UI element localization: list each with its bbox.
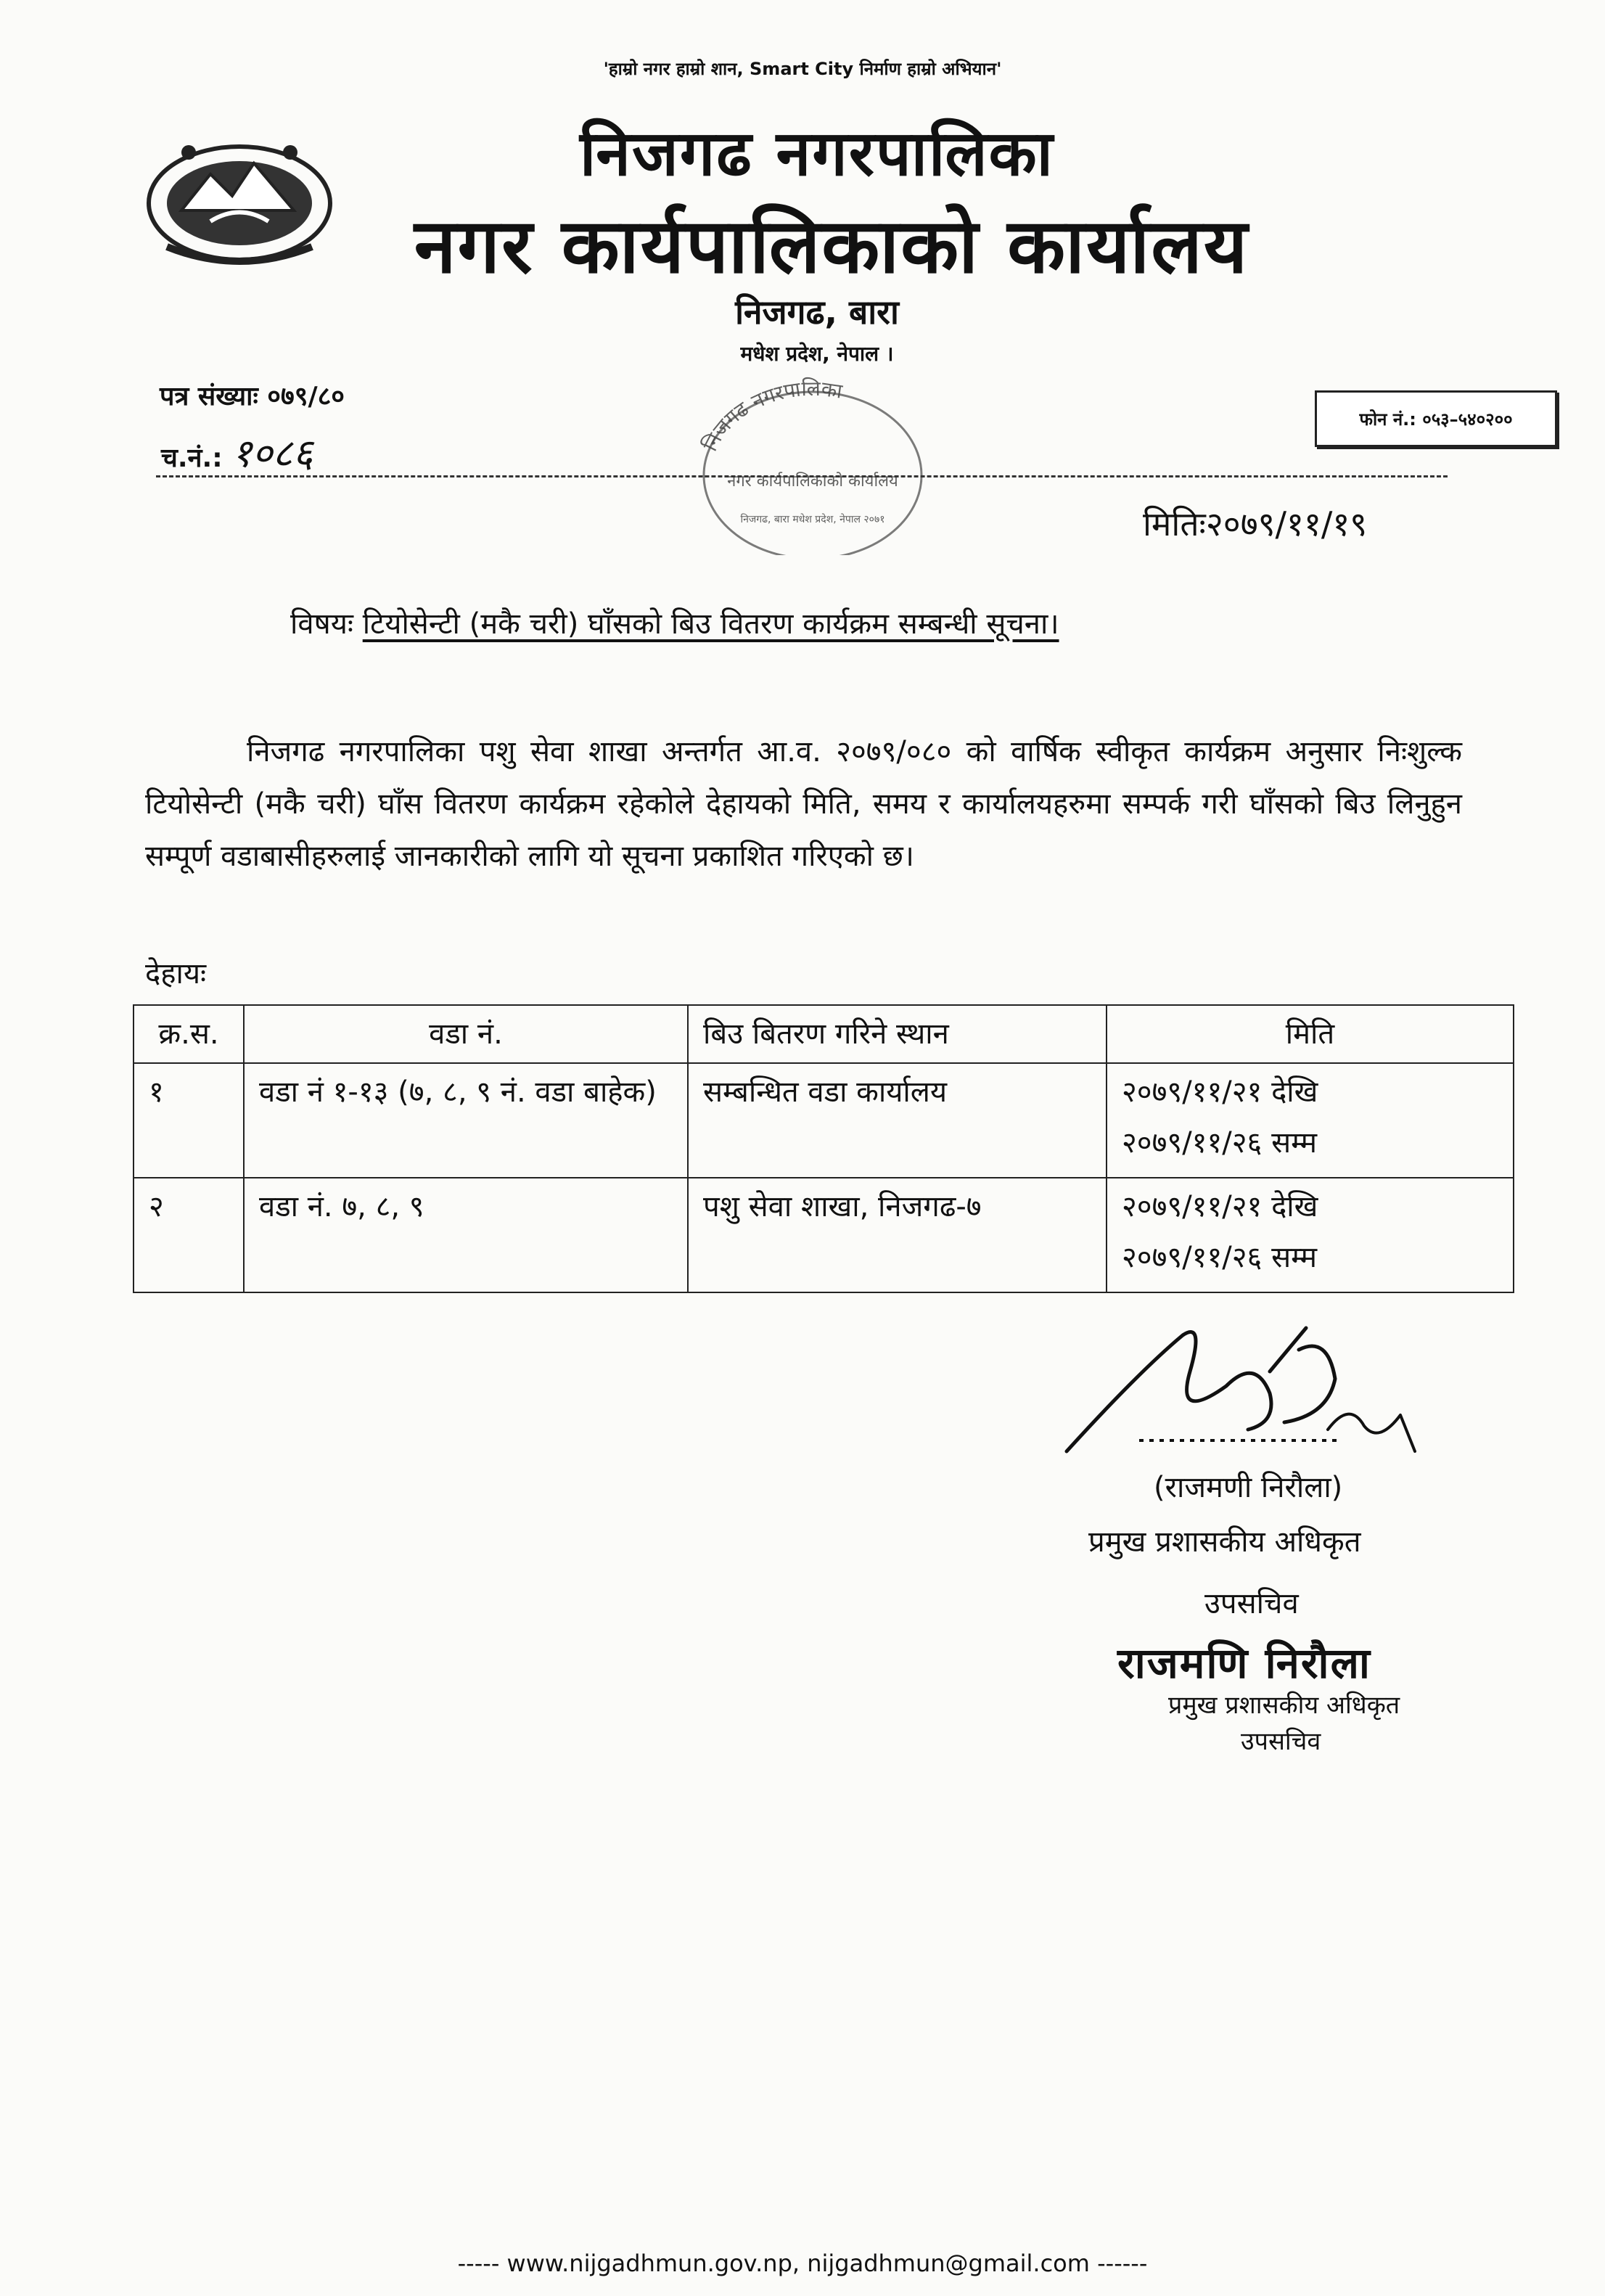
name-stamp-title: प्रमुख प्रशासकीय अधिकृत — [1168, 1691, 1400, 1720]
dispatch-number-label: च.नं.: — [161, 443, 223, 473]
header-ward: वडा नं. — [244, 1005, 688, 1063]
seal-mid-text: नगर कार्यपालिकाको कार्यालय — [727, 472, 898, 491]
subject-label: विषयः — [290, 607, 353, 641]
date-label: मितिः — [1143, 504, 1206, 544]
cell-ward: वडा नं. ७, ८, ९ — [244, 1178, 688, 1292]
signatory-title: प्रमुख प्रशासकीय अधिकृत — [1088, 1525, 1361, 1559]
header-divider — [156, 475, 1448, 477]
table-row — [134, 1063, 1514, 1178]
subject-line — [290, 602, 1059, 642]
subject-text: टियोसेन्टी (मकै चरी) घाँसको बिउ वितरण कार्यक्रम सम्बन्धी सूचना। — [362, 607, 1059, 641]
signatory-rank: उपसचिव — [1204, 1587, 1299, 1620]
office-seal-stamp — [682, 366, 943, 555]
slogan: 'हाम्रो नगर हाम्रो शान, Smart City निर्माण हाम्रो अभियान' — [603, 59, 1002, 79]
svg-text:निजगढ नगरपालिका — [698, 377, 845, 455]
letter-date — [1143, 501, 1367, 546]
cell-sn: १ — [134, 1063, 244, 1178]
seal-bottom-text: निजगढ, बारा मधेश प्रदेश, नेपाल २०७१ — [740, 514, 885, 525]
distribution-table — [133, 1004, 1514, 1293]
cell-date — [1107, 1178, 1514, 1292]
letter-number-value: ०७९/८० — [267, 382, 345, 411]
name-stamp-rank: उपसचिव — [1241, 1727, 1321, 1756]
header-date: मिति — [1107, 1005, 1514, 1063]
date-from: २०७९/११/२१ देखि — [1122, 1075, 1318, 1109]
cell-location: पशु सेवा शाखा, निजगढ-७ — [688, 1178, 1107, 1292]
cell-location: सम्बन्धित वडा कार्यालय — [688, 1063, 1107, 1178]
cell-date — [1107, 1063, 1514, 1178]
date-to: २०७९/११/२६ सम्म — [1122, 1126, 1317, 1160]
dispatch-number-value: १०८६ — [231, 430, 313, 476]
cell-sn: २ — [134, 1178, 244, 1292]
office-city: निजगढ, बारा — [735, 292, 899, 332]
seal-top-text: निजगढ नगरपालिका — [697, 376, 844, 456]
municipality-name: निजगढ नगरपालिका — [580, 118, 1054, 190]
dispatch-number — [161, 425, 313, 478]
signatory-name: (राजमणी निरौला) — [1154, 1471, 1343, 1504]
letter-number — [160, 377, 345, 413]
table-row — [134, 1178, 1514, 1292]
header-sn: क्र.स. — [134, 1005, 244, 1063]
header-location: बिउ बितरण गरिने स्थान — [688, 1005, 1107, 1063]
name-stamp: राजमणि निरौला — [1117, 1639, 1371, 1688]
notice-body: निजगढ नगरपालिका पशु सेवा शाखा अन्तर्गत आ.व. २०७९/०८० को वार्षिक स्वीकृत कार्यक्रम अनुसार निःशुल्क टियोसेन्टी (मकै चरी) घाँस वितरण कार्यक्रम रहेकोले देहायको मिति, समय र कार्यालयहरुमा सम्पर्क गरी घाँसको बिउ लिनुहुन सम्पूर्ण वडाबासीहरुलाई जानकारीको लागि यो सूचना प्रकाशित गरिएको छ। — [145, 735, 1462, 873]
date-value: २०७९/११/१९ — [1205, 504, 1368, 544]
cell-ward: वडा नं १-१३ (७, ८, ९ नं. वडा बाहेक) — [244, 1063, 688, 1178]
phone-number-box: फोन नं.: ०५३–५४०२०० — [1315, 390, 1557, 447]
office-name: नगर कार्यपालिकाको कार्यालय — [414, 202, 1249, 290]
table-header-row — [134, 1005, 1514, 1063]
letter-number-label: पत्र संख्याः — [160, 382, 258, 411]
date-from: २०७९/११/२१ देखि — [1122, 1190, 1318, 1223]
date-to: २०७९/११/२६ सम्म — [1122, 1241, 1317, 1274]
office-province: मधेश प्रदेश, नेपाल । — [740, 342, 894, 366]
footer-contact: ----- www.nijgadhmun.gov.np, nijgadhmun@gmail.com ------ — [457, 2250, 1148, 2277]
table-intro: देहायः — [145, 957, 207, 991]
